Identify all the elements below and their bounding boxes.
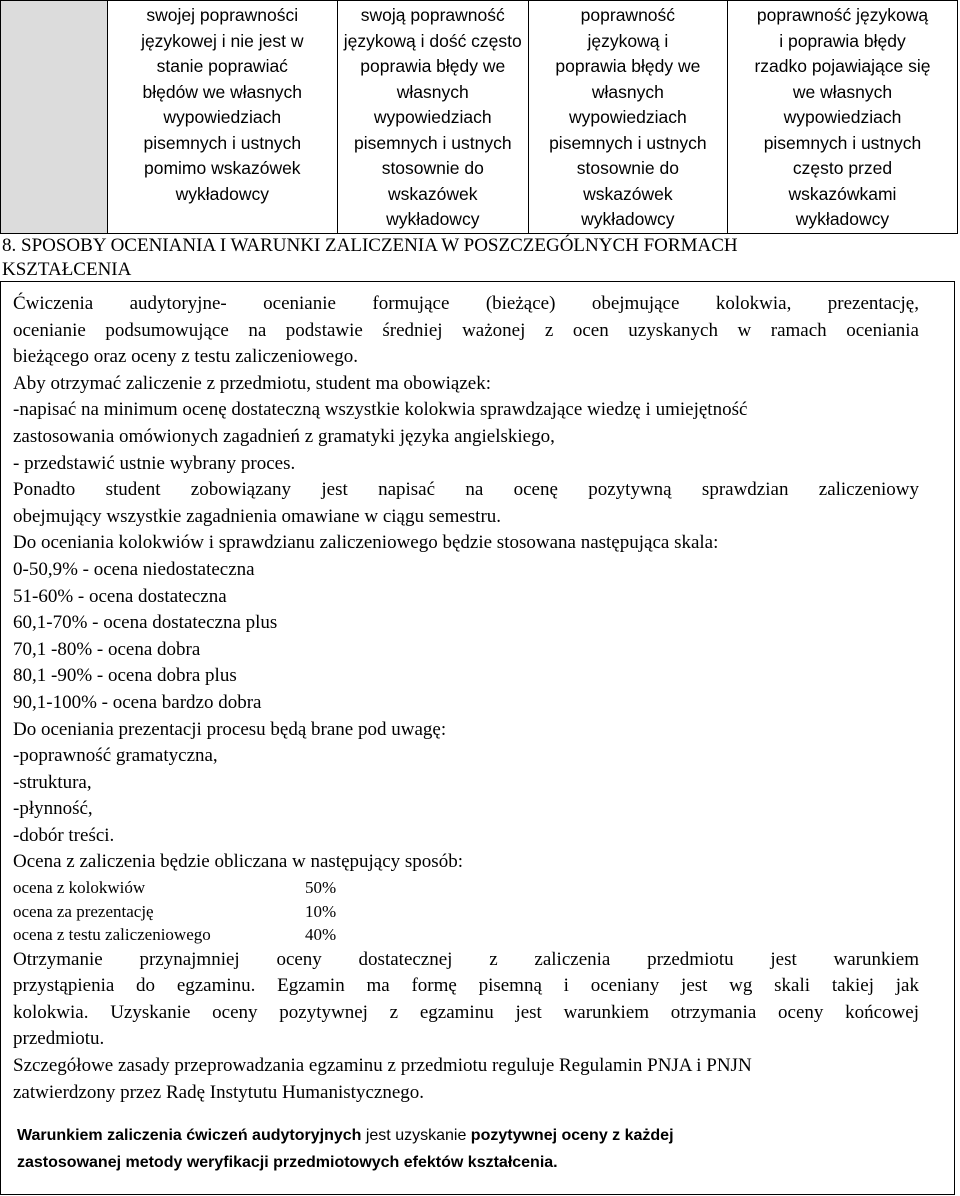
cell-text: pomimo wskazówek xyxy=(143,158,301,178)
cell-text: pisemnych i ustnych xyxy=(143,132,302,153)
criteria-item: -dobór treści. xyxy=(13,824,115,846)
grading-criteria-table xyxy=(0,0,958,234)
grade-cell-2 xyxy=(337,1,528,234)
weight-row xyxy=(13,900,919,924)
cell-text: wypowiedziach xyxy=(163,107,282,127)
paragraph-line: przystąpienia do egzaminu. Egzamin ma formę pisemną i oceniany jest wg skali takiej jak xyxy=(13,975,919,997)
cell-text: stosownie do xyxy=(576,158,679,178)
cell-text: poprawność językową xyxy=(756,5,929,25)
cell-text: wykładowcy xyxy=(175,183,269,204)
cell-text: wykładowcy xyxy=(795,209,890,229)
weight-label: ocena z kolokwiów xyxy=(13,878,146,898)
paragraph-line: -napisać na minimum ocenę dostateczną wszystkie kolokwia sprawdzające wiedzę i umiejętność xyxy=(13,399,748,421)
paragraph-line: zastosowania omówionych zagadnień z gramatyki języka angielskiego, xyxy=(13,425,555,447)
cell-text: własnych xyxy=(396,81,469,102)
cell-text: swojej poprawności xyxy=(146,5,299,25)
cell-text: poprawia błędy we xyxy=(555,56,701,76)
paragraph-line: przedmiotu. xyxy=(13,1028,105,1050)
cell-text: własnych xyxy=(591,81,664,102)
note-bold: pozytywnej oceny z każdej xyxy=(470,1127,674,1144)
cell-text: pisemnych i ustnych xyxy=(353,132,512,153)
cell-text: i poprawia błędy xyxy=(779,30,906,51)
grade-cell-1 xyxy=(107,1,337,234)
paragraph-line: Aby otrzymać zaliczenie z przedmiotu, student ma obowiązek: xyxy=(13,372,491,394)
scale-item: 70,1 -80% - ocena dobra xyxy=(13,638,201,660)
grade-cell-4 xyxy=(727,1,957,234)
cell-text: błędów we własnych xyxy=(142,81,303,102)
cell-text: wypowiedziach xyxy=(783,107,902,127)
cell-text: poprawia błędy we xyxy=(360,56,506,76)
weight-value: 40% xyxy=(305,925,337,945)
scale-item: 80,1 -90% - ocena dobra plus xyxy=(13,665,237,687)
cell-text: poprawność xyxy=(580,5,676,25)
cell-text: stosownie do xyxy=(381,158,484,178)
paragraph-line: zatwierdzony przez Radę Instytutu Humanistycznego. xyxy=(13,1081,424,1103)
criteria-item: -struktura, xyxy=(13,771,92,793)
cell-text: często przed xyxy=(792,158,893,178)
paragraph-line: kolokwia. Uzyskanie oceny pozytywnej z egzaminu jest warunkiem otrzymania oceny końcowej xyxy=(13,1001,919,1023)
cell-text: pisemnych i ustnych xyxy=(549,132,707,153)
paragraph-line: - przedstawić ustnie wybrany proces. xyxy=(13,452,296,474)
weight-label: ocena za prezentację xyxy=(13,901,154,921)
note-bold: Warunkiem zaliczenia ćwiczeń audytoryjnych xyxy=(17,1127,362,1144)
section-heading xyxy=(2,234,942,282)
scale-item: 51-60% - ocena dostateczna xyxy=(13,585,227,607)
assessment-content-box xyxy=(0,281,955,1195)
note-bold: zastosowanej metody weryfikacji przedmiotowych efektów kształcenia. xyxy=(17,1154,558,1171)
cell-text: we własnych xyxy=(792,81,893,102)
scale-item: 90,1-100% - ocena bardzo dobra xyxy=(13,691,262,713)
weight-value: 10% xyxy=(305,901,337,921)
cell-text: swoją poprawność xyxy=(360,5,505,25)
weight-row xyxy=(13,923,919,947)
paragraph-line: Otrzymanie przynajmniej oceny dostatecznej z zaliczenia przedmiotu jest warunkiem xyxy=(13,948,919,970)
cell-text: rzadko pojawiające się xyxy=(754,56,931,76)
shaded-label-cell xyxy=(1,1,108,234)
note-text: jest uzyskanie xyxy=(361,1127,471,1144)
weight-row xyxy=(13,876,919,900)
cell-text: językową i xyxy=(587,30,669,51)
cell-text: wypowiedziach xyxy=(373,107,492,127)
presentation-intro: Do oceniania prezentacji procesu będą brane pod uwagę: xyxy=(13,718,447,740)
paragraph-line: Ponadto student zobowiązany jest napisać na ocenę pozytywną sprawdzian zaliczeniowy xyxy=(13,479,919,501)
cell-text: wykładowcy xyxy=(581,209,675,229)
cell-text: językowej i nie jest w xyxy=(141,30,304,51)
grade-cell-3 xyxy=(528,1,727,234)
cell-text: wskazówek xyxy=(388,183,478,204)
cell-text: językową i dość często xyxy=(343,30,522,51)
paragraph-line: bieżącego oraz oceny z testu zaliczeniowego. xyxy=(13,346,358,368)
assessment-text xyxy=(13,291,919,1106)
section-heading-line: 8. SPOSOBY OCENIANIA I WARUNKI ZALICZENIA W POSZCZEGÓLNYCH FORMACH xyxy=(2,235,738,256)
cell-text: wypowiedziach xyxy=(569,107,687,127)
scale-item: 0-50,9% - ocena niedostateczna xyxy=(13,558,255,580)
paragraph-line: Ćwiczenia audytoryjne- ocenianie formujące (bieżące) obejmujące kolokwia, prezentację, xyxy=(13,293,919,314)
cell-text: wykładowcy xyxy=(386,209,480,229)
scale-item: 60,1-70% - ocena dostateczna plus xyxy=(13,612,278,634)
cell-text: wskazówek xyxy=(583,183,673,204)
completion-condition-note xyxy=(17,1122,817,1176)
paragraph-line: Szczegółowe zasady przeprowadzania egzaminu z przedmiotu reguluje Regulamin PNJA i PNJN xyxy=(13,1054,752,1076)
paragraph-line: ocenianie podsumowujące na podstawie średniej ważonej z ocen uzyskanych w ramach oceniania xyxy=(13,319,919,341)
section-heading-line: KSZTAŁCENIA xyxy=(2,259,132,280)
cell-text: pisemnych i ustnych xyxy=(763,132,922,153)
cell-text: stanie poprawiać xyxy=(156,56,288,76)
cell-text: wskazówkami xyxy=(788,183,897,204)
paragraph-line: obejmujący wszystkie zagadnienia omawiane w ciągu semestru. xyxy=(13,505,502,527)
criteria-item: -płynność, xyxy=(13,798,93,820)
weight-value: 50% xyxy=(305,878,337,898)
criteria-item: -poprawność gramatyczna, xyxy=(13,745,218,767)
weight-label: ocena z testu zaliczeniowego xyxy=(13,925,211,945)
table-row xyxy=(1,1,958,234)
scale-intro: Do oceniania kolokwiów i sprawdzianu zaliczeniowego będzie stosowana następująca skala: xyxy=(13,532,719,554)
weights-intro: Ocena z zaliczenia będzie obliczana w następujący sposób: xyxy=(13,851,463,873)
